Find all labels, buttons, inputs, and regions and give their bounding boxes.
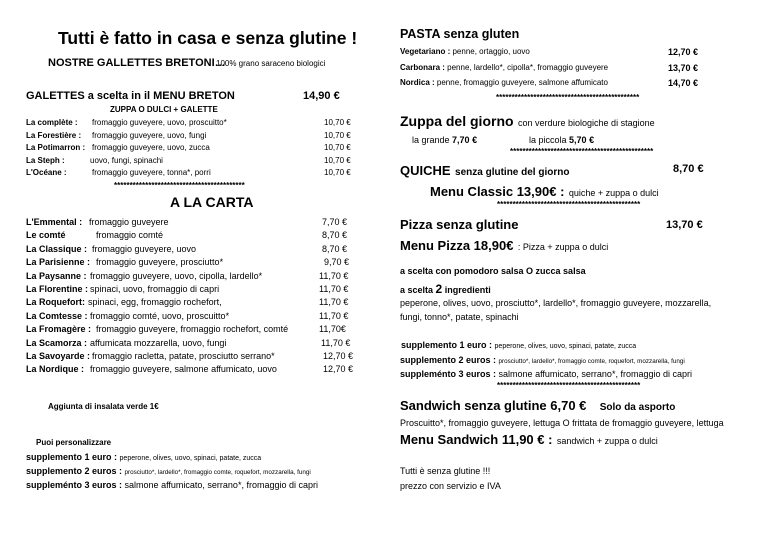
item-name: La Parisienne : (26, 257, 91, 268)
item-price: 12,70 € (323, 364, 354, 375)
item-name: La Comtesse : (26, 310, 88, 321)
sandwich-heading: Sandwich senza glutine 6,70 € (400, 398, 587, 413)
supplement-label: supplemento 1 euro : (401, 340, 493, 350)
quiche-subtitle: senza glutine del giorno (455, 167, 570, 178)
supplement-label: supplemento 2 euros : (400, 355, 497, 365)
item-name: La Nordique : (26, 364, 84, 375)
item-name: La Forestière : (26, 130, 82, 140)
item-price: 11,70 € (319, 310, 349, 321)
menu-sandwich-subtitle: sandwich + zuppa o dulci (556, 436, 658, 446)
supplement-2 (26, 466, 311, 476)
item-name: La Fromagère : (26, 324, 92, 335)
supplement-items: salmone affumicato, serrano*, fromaggio di capri (124, 480, 318, 490)
pizza-supplement-1 (401, 340, 636, 350)
zuppa-dulci-galette: ZUPPA O DULCI + GALETTE (110, 105, 218, 114)
menu-sandwich: Menu Sandwich 11,90 € : (400, 432, 553, 447)
item-price: 10,70 € (324, 155, 351, 165)
item-price: 8,70 € (322, 243, 348, 254)
item-name: L'Emmental : (26, 217, 83, 227)
item-name: Nordica : (400, 78, 435, 87)
item-name: La Savoyarde : (26, 351, 91, 361)
menu-breton-price: 14,90 € (303, 90, 340, 102)
list-item (26, 217, 348, 227)
item-name: La Steph : (26, 155, 65, 165)
list-item (26, 257, 350, 268)
sandwich-asporto: Solo da asporto (599, 402, 676, 413)
supplement-1 (26, 452, 261, 462)
item-desc: fromaggio guveyere, uovo, proscuitto* (92, 118, 227, 127)
pizza-base: a scelta con pomodoro salsa O zucca salsa (400, 266, 586, 276)
gallettes-note: 100% grano saraceno biologici (216, 59, 326, 68)
item-price: 7,70 € (322, 217, 348, 227)
list-item (26, 324, 346, 335)
item-desc: penne, ortaggio, uovo (452, 47, 530, 56)
pizza-ingredient-count: 2 (435, 282, 443, 296)
list-item (26, 364, 354, 375)
stars-divider: ********************************************** (497, 381, 641, 390)
item-desc: fromaggio racletta, patate, prosciutto serrano* (92, 351, 275, 361)
pizza-scelta: a scelta (400, 285, 434, 295)
item-name: La Potimarron : (26, 143, 86, 152)
item-price: 8,70 € (322, 230, 348, 241)
list-item (26, 155, 351, 165)
zuppa-heading: Zuppa del giorno (400, 113, 514, 129)
item-price: 10,70 € (324, 118, 351, 127)
quiche-heading: QUICHE (400, 163, 451, 178)
supplement-label: supplemento 1 euro : (26, 452, 118, 462)
footer-prices-note: prezzo con servizio e IVA (400, 481, 501, 491)
pizza-ingredients-line-1: peperone, olives, uovo, prosciutto*, lardello*, fromaggio guveyere, mozzarella, (400, 298, 712, 308)
menu-pizza-line (400, 237, 608, 255)
item-name: La complète : (26, 118, 78, 127)
list-item (400, 47, 699, 57)
personalizzare-heading: Puoi personalizzare (36, 438, 112, 447)
item-name: Carbonara : (400, 62, 445, 72)
menu-breton-heading: GALETTES a scelta in il MENU BRETON (26, 90, 235, 102)
list-item (26, 143, 351, 152)
item-price: 14,70 € (668, 78, 699, 88)
item-price: 11,70 € (321, 337, 351, 348)
list-item (400, 78, 699, 88)
zuppa-grande (412, 135, 477, 145)
item-desc: affumicata mozzarella, uovo, fungi (90, 337, 227, 348)
zuppa-size-label: la grande (412, 135, 450, 145)
sandwich-heading-line (400, 397, 675, 415)
item-name: La Classique : (26, 243, 88, 254)
supplement-items: peperone, olives, uovo, spinaci, patate, zucca (119, 455, 262, 462)
item-name: La Roquefort: (26, 297, 85, 308)
menu-classic: Menu Classic 13,90€ : (430, 184, 565, 199)
item-desc: fromaggio guveyere, uovo, fungi (92, 130, 207, 140)
item-name: La Scamorza : (26, 337, 88, 348)
item-desc: penne, lardello*, cipolla*, fromaggio guveyere (447, 62, 609, 72)
sandwich-description: Proscuitto*, fromaggio guveyere, lettuga O frittata de fromaggio guveyere, lettuga (400, 418, 724, 428)
menu-title: Tutti è fatto in casa e senza glutine ! (58, 28, 358, 48)
list-item (26, 310, 349, 321)
list-item (26, 118, 351, 127)
zuppa-size-price: 5,70 € (569, 135, 595, 145)
pasta-heading: PASTA senza gluten (400, 27, 520, 41)
item-name: L'Océane : (26, 168, 67, 177)
item-name: Le comté (26, 230, 66, 241)
zuppa-subtitle: con verdure biologiche di stagione (518, 118, 655, 128)
zuppa-size-label: la piccola (529, 135, 567, 145)
item-desc: fromaggio guveyere, uovo, cipolla, lardello* (90, 270, 263, 281)
item-price: 10,70 € (324, 143, 351, 152)
item-desc: fromaggio guveyere, fromaggio rochefort, comté (96, 324, 289, 335)
item-name: La Florentine : (26, 284, 89, 294)
supplement-items: salmone affumicato, serrano*, fromaggio di capri (498, 369, 692, 379)
menu-classic-line (430, 183, 659, 201)
pizza-heading: Pizza senza glutine (400, 217, 519, 232)
list-item (400, 62, 699, 73)
supplement-label: suppleménto 3 euros : (26, 480, 123, 490)
menu-classic-subtitle: quiche + zuppa o dulci (568, 188, 659, 198)
stars-divider: ****************************************** (114, 181, 245, 190)
item-price: 11,70 € (319, 284, 349, 294)
stars-divider: ********************************************** (497, 200, 641, 209)
supplement-3 (26, 480, 318, 490)
item-price: 11,70 € (319, 270, 349, 281)
zuppa-heading-line (400, 113, 655, 131)
item-price: 10,70 € (324, 168, 351, 177)
list-item (26, 297, 349, 308)
pizza-supplement-3 (400, 369, 692, 379)
item-desc: fromaggio guveyere, uovo, zucca (92, 143, 210, 152)
footer-gluten-free: Tutti è senza glutine !!! (400, 466, 491, 476)
supplement-items: prosciutto*, lardello*, fromaggio comte, roquefort, mozzarella, fungi (124, 469, 311, 476)
supplement-label: supplemento 2 euros : (26, 466, 123, 476)
list-item (26, 270, 349, 281)
quiche-heading-line (400, 162, 569, 180)
item-price: 10,70 € (324, 130, 351, 140)
stars-divider: ********************************************** (510, 147, 654, 156)
supplement-items: prosciutto*, lardello*, fromaggio comte, roquefort, mozzarella, fungi (498, 358, 685, 365)
breton-items-list (26, 118, 356, 180)
pizza-price: 13,70 € (666, 219, 703, 231)
pizza-ingredienti-label: ingredienti (444, 285, 491, 295)
list-item (26, 168, 351, 177)
item-price: 13,70 € (668, 62, 699, 73)
item-desc: fromaggio guveyere, tonna*, porri (92, 168, 211, 177)
item-price: 9,70 € (324, 257, 350, 268)
supplement-label: suppleménto 3 euros : (400, 369, 497, 379)
insalata-note: Aggiunta di insalata verde 1€ (48, 402, 159, 411)
menu-sandwich-line (400, 431, 658, 449)
zuppa-size-price: 7,70 € (452, 135, 478, 145)
item-desc: spinaci, uovo, fromaggio di capri (90, 284, 220, 294)
menu-pizza-subtitle: : Pizza + zuppa o dulci (517, 242, 609, 252)
item-desc: penne, fromaggio guveyere, salmone affumicato (436, 78, 608, 87)
item-desc: fromaggio guveyere, uovo (92, 243, 197, 254)
item-price: 12,70 € (668, 47, 699, 57)
menu-pizza: Menu Pizza 18,90€ (400, 238, 514, 253)
carta-items-list (26, 217, 366, 387)
a-la-carta-heading: A LA CARTA (170, 194, 254, 210)
list-item (26, 351, 354, 361)
list-item (26, 130, 351, 140)
item-desc: uovo, fungi, spinachi (90, 155, 163, 165)
supplement-items: peperone, olives, uovo, spinaci, patate, zucca (494, 343, 637, 350)
list-item (26, 337, 351, 348)
item-price: 12,70 € (323, 351, 354, 361)
item-desc: fromaggio comté (96, 230, 164, 241)
gallettes-heading: NOSTRE GALLETTES BRETONI… (48, 57, 226, 69)
pizza-ingredients-line-2: fungi, tonno*, patate, spinachi (400, 312, 519, 322)
stars-divider: ********************************************** (496, 93, 640, 102)
list-item (26, 284, 349, 294)
item-name: La Paysanne : (26, 270, 87, 281)
item-desc: fromaggio comté, uovo, proscuitto* (90, 310, 230, 321)
pizza-supplement-2 (400, 355, 685, 365)
item-desc: fromaggio guveyere, prosciutto* (96, 257, 224, 268)
quiche-price: 8,70 € (673, 163, 704, 175)
pasta-items-list (400, 47, 740, 95)
zuppa-piccola (529, 135, 594, 145)
item-desc: fromaggio guveyere (89, 217, 169, 227)
list-item (26, 230, 348, 241)
item-price: 11,70 € (319, 297, 349, 308)
item-price: 11,70€ (319, 324, 346, 335)
list-item (26, 243, 348, 254)
pizza-scelta-line (400, 282, 491, 296)
item-desc: spinaci, egg, fromaggio rochefort, (88, 297, 222, 308)
item-name: Vegetariano : (400, 47, 451, 56)
item-desc: fromaggio guveyere, salmone affumicato, uovo (90, 364, 277, 375)
